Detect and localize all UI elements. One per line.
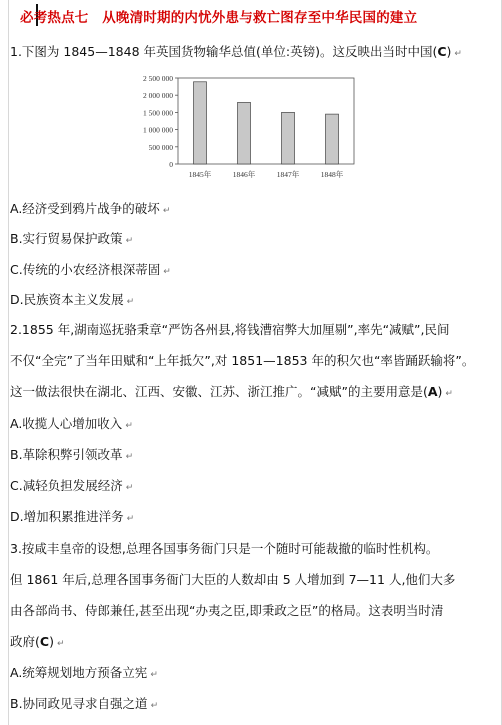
x-tick-label: 1848年 — [320, 170, 344, 179]
q2-option-d: D.增加积累推进洋务 ↵ — [10, 509, 135, 524]
bar-1845年 — [194, 82, 207, 164]
paragraph-mark-icon: ↵ — [125, 421, 133, 431]
q2-option-b: B.革除积弊引领改革 ↵ — [10, 447, 134, 462]
q1-bar-chart — [136, 72, 358, 184]
y-tick-label: 2 000 000 — [143, 91, 173, 101]
q2-stem-line-1: 2.1855 年,湖南巡抚骆秉章“严饬各州县,将钱漕宿弊大加厘剔”,率先“减赋”,民间 — [10, 322, 450, 337]
q3-option-a: A.统筹规划地方预备立宪 ↵ — [10, 665, 158, 680]
bar-1846年 — [238, 102, 251, 164]
q1-answer: C — [437, 44, 447, 59]
q3-answer: C — [39, 634, 50, 649]
section-title: 必考热点七 从晚清时期的内忧外患与救亡图存至中华民国的建立 — [20, 10, 418, 26]
y-tick-label: 1 500 000 — [143, 108, 173, 118]
q1-option-d: D.民族资本主义发展 ↵ — [10, 292, 135, 307]
q2-stem-line-3: 这一做法很快在湖北、江西、安徽、江苏、浙江推广。“减赋”的主要用意是(A) ↵ — [10, 384, 453, 399]
paragraph-mark-icon: ↵ — [126, 297, 135, 307]
q1-option-b: B.实行贸易保护政策 ↵ — [10, 231, 134, 246]
paragraph-mark-icon: ↵ — [162, 206, 171, 216]
bar-1848年 — [326, 114, 339, 164]
q3-option-b: B.协同政见寻求自强之道 ↵ — [10, 696, 159, 711]
paragraph-mark-icon: ↵ — [56, 639, 65, 649]
chart-svg — [136, 72, 358, 184]
x-tick-label: 1846年 — [232, 170, 256, 179]
q2-answer: A — [427, 384, 438, 399]
x-tick-label: 1847年 — [276, 170, 300, 179]
q2-stem-line-2: 不仅“全完”了当年田赋和“上年抵欠”,对 1851—1853 年的积欠也“率皆踊跃输将”。 — [10, 353, 475, 368]
q1-option-a: A.经济受到鸦片战争的破坏 ↵ — [10, 201, 171, 216]
q1-option-c: C.传统的小农经济根深蒂固 ↵ — [10, 262, 171, 277]
paragraph-mark-icon: ↵ — [454, 49, 462, 59]
paragraph-mark-icon: ↵ — [125, 483, 134, 493]
q3-stem-line-3: 由各部尚书、侍郎兼任,甚至出现“办夷之臣,即秉政之臣”的格局。这表明当时清 — [10, 603, 444, 618]
q3-stem-line-2: 但 1861 年后,总理各国事务衙门大臣的人数却由 5 人增加到 7—11 人,他们大多 — [10, 572, 456, 587]
q1-stem: 1.下图为 1845—1848 年英国货物输华总值(单位:英镑)。这反映出当时中国(C) ↵ — [10, 44, 462, 59]
q3-stem-line-4: 政府(C) ↵ — [10, 634, 65, 649]
q2-option-a: A.收揽人心增加收入 ↵ — [10, 416, 133, 431]
bar-1847年 — [282, 112, 295, 164]
paragraph-mark-icon: ↵ — [150, 670, 158, 680]
y-tick-label: 500 000 — [148, 142, 173, 152]
y-tick-label: 0 — [169, 160, 173, 169]
paragraph-mark-icon: ↵ — [125, 452, 134, 462]
q3-stem-line-1: 3.按咸丰皇帝的设想,总理各国事务衙门只是一个随时可能裁撤的临时性机构。 — [10, 541, 439, 556]
paragraph-mark-icon: ↵ — [125, 236, 134, 246]
page-left-margin-line — [0, 0, 9, 725]
q2-option-c: C.减轻负担发展经济 ↵ — [10, 478, 134, 493]
paragraph-mark-icon: ↵ — [445, 389, 453, 399]
paragraph-mark-icon: ↵ — [150, 701, 159, 711]
paragraph-mark-icon: ↵ — [163, 267, 171, 277]
y-tick-label: 1 000 000 — [143, 125, 173, 135]
paragraph-mark-icon: ↵ — [126, 514, 135, 524]
x-tick-label: 1845年 — [188, 170, 212, 179]
y-tick-label: 2 500 000 — [143, 74, 173, 83]
